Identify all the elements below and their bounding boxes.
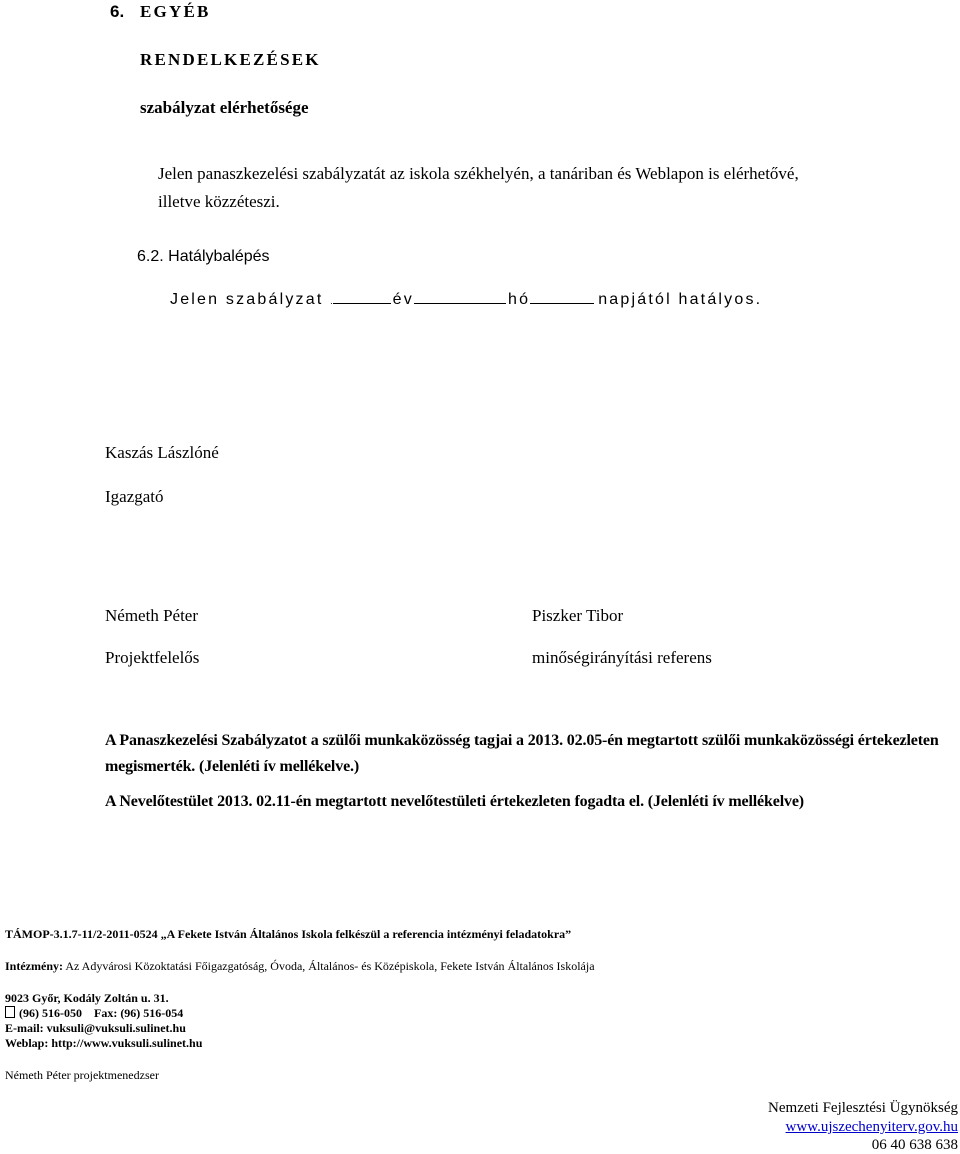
phone-fax: (96) 516-050 Fax: (96) 516-054 [19,1006,184,1020]
month-blank [414,290,506,304]
address: 9023 Győr, Kodály Zoltán u. 31. [5,991,169,1005]
director-name: Kaszás Lászlóné [105,443,219,462]
availability-paragraph: Jelen panaszkezelési szabályzatát az iskola székhelyén, a tanáriban és Weblapon is elérhetővé, illetve közzéteszi. [158,164,799,211]
section-number: 6. [110,2,125,21]
effective-dot: . [330,296,333,306]
agency-website[interactable] [786,1119,958,1136]
right-signer-role: minőségirányítási referens [532,648,712,667]
effective-heading [137,248,270,266]
word-year: év [392,291,414,308]
subsection-title: szabályzat elérhetősége [140,98,309,117]
project-title: TÁMOP-3.1.7-11/2-2011-0524 „A Fekete István Általános Iskola felkészül a referencia intézményi feladatokra” [5,927,572,941]
institution-name: Az Adyvárosi Közoktatási Főigazgatóság, Óvoda, Általános- és Középiskola, Fekete István Általános Iskolája [65,959,595,973]
effective-heading-number: 6.2. [137,248,164,265]
day-blank [530,290,594,304]
agency-name: Nemzeti Fejlesztési Ügynökség [768,1100,958,1116]
parents-statement: A Panaszkezelési Szabályzatot a szülői munkaközösség tagjai a 2013. 02.05-én megtartott szülői munkaközösségi értekezleten megismerték. (Jelenléti ív mellékelve.) [105,732,939,775]
staff-statement: A Nevelőtestület 2013. 02.11-én megtartott nevelőtestületi értekezleten fogadta el. (Jelenléti ív mellékelve) [105,793,804,810]
website: Weblap: http://www.vuksuli.sulinet.hu [5,1036,203,1050]
effective-text-start: Jelen szabályzat [170,291,324,308]
agency-phone: 06 40 638 638 [871,1137,958,1153]
section-title-continued: RENDELKEZÉSEK [140,50,321,69]
effective-heading-text: Hatálybalépés [168,248,270,265]
section-title: EGYÉB [140,2,211,21]
effective-sentence [170,290,762,309]
right-signer-name: Piszker Tibor [532,606,624,625]
agency-website-link[interactable]: www.ujszechenyiterv.gov.hu [785,1119,958,1135]
phone-line [5,1006,183,1021]
email: E-mail: vuksuli@vuksuli.sulinet.hu [5,1021,186,1035]
project-manager: Németh Péter projektmenedzser [5,1068,159,1082]
year-blank [333,290,391,304]
institution-line [5,959,595,974]
institution-label: Intézmény: [5,959,63,973]
director-role: Igazgató [105,487,164,506]
left-signer-name: Németh Péter [105,606,198,625]
phone-icon [5,1006,15,1018]
left-signer-role: Projektfelelős [105,648,200,667]
effective-text-end: napjától hatályos. [598,291,763,308]
word-month: hó [507,291,531,308]
